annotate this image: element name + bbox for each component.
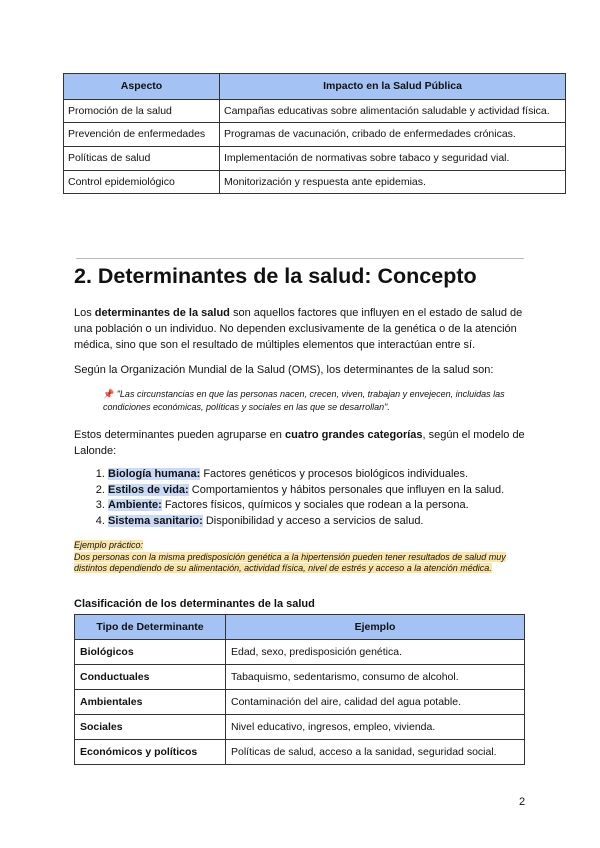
intro-paragraph: Los determinantes de la salud son aquellos factores que influyen en el estado de salud de una población o un individuo. No dependen exclusivamente de la genética o de la atención médica, sino que son el resultado de múltiples elementos que interactúan entre sí. [74, 307, 523, 351]
table-header-row [75, 615, 525, 640]
column-header: Aspecto [64, 74, 220, 100]
category-term: Estilos de vida: [108, 483, 189, 496]
table-cell: Prevención de enfermedades [64, 123, 220, 147]
table-row [75, 640, 525, 665]
public-health-impact-table [63, 73, 566, 194]
oms-quote: 📌 "Las circunstancias en que las personas nacen, crecen, viven, trabajan y envejecen, incluidas las condiciones económicas, políticas y sociales en las que se desarrollan". [103, 389, 505, 412]
table-cell: Programas de vacunación, cribado de enfermedades crónicas. [220, 123, 566, 147]
table-row [64, 123, 566, 147]
column-header: Tipo de Determinante [75, 615, 226, 640]
table-cell: Biológicos [75, 640, 226, 665]
list-item: 1. Biología humana: Factores genéticos y procesos biológicos individuales. [108, 467, 558, 483]
table-header-row [64, 74, 566, 100]
category-term: Biología humana: [108, 468, 201, 480]
table-cell: Sociales [75, 715, 226, 740]
table-cell: Monitorización y respuesta ante epidemias. [220, 170, 566, 194]
key-term: determinantes de la salud [94, 307, 230, 319]
category-term: Sistema sanitario: [108, 514, 203, 527]
example-text: Dos personas con la misma predisposición genética a la hipertensión pueden tener resultados de salud muy distintos dependiendo de su alimentación, actividad física, nivel de estrés y acceso a la atención médica. [74, 551, 506, 573]
table-cell: Control epidemiológico [64, 170, 220, 194]
page-number: 2 [519, 796, 526, 808]
table-row [64, 147, 566, 171]
section-title: 2. Determinantes de la salud: Concepto [74, 264, 477, 288]
determinants-classification-table [74, 614, 525, 765]
table-row [75, 690, 525, 715]
table-cell: Tabaquismo, sedentarismo, consumo de alcohol. [226, 665, 525, 690]
table-cell: Edad, sexo, predisposición genética. [226, 640, 525, 665]
table-row [75, 665, 525, 690]
section-divider [76, 258, 524, 259]
table-caption: Clasificación de los determinantes de la salud [74, 598, 315, 610]
list-item: 3. Ambiente: Factores físicos, químicos y sociales que rodean a la persona. [108, 498, 558, 514]
table-row [75, 715, 525, 740]
pushpin-icon: 📌 [103, 389, 115, 399]
column-header: Impacto en la Salud Pública [220, 74, 566, 100]
oms-paragraph: Según la Organización Mundial de la Salud (OMS), los determinantes de la salud son: [74, 364, 494, 376]
table-row [64, 99, 566, 123]
table-cell: Políticas de salud, acceso a la sanidad, seguridad social. [226, 740, 525, 765]
table-row [75, 740, 525, 765]
table-cell: Nivel educativo, ingresos, empleo, vivienda. [226, 715, 525, 740]
table-cell: Políticas de salud [64, 147, 220, 171]
lalonde-categories-list [74, 467, 558, 529]
table-cell: Promoción de la salud [64, 99, 220, 123]
table-cell: Contaminación del aire, calidad del agua potable. [226, 690, 525, 715]
groups-paragraph: Estos determinantes pueden agruparse en cuatro grandes categorías, según el modelo de Lalonde: [74, 429, 525, 457]
table-cell: Campañas educativas sobre alimentación saludable y actividad física. [220, 99, 566, 123]
column-header: Ejemplo [226, 615, 525, 640]
example-label: Ejemplo práctico: [74, 540, 144, 550]
table-cell: Ambientales [75, 690, 226, 715]
table-row [64, 170, 566, 194]
category-term: Ambiente: [108, 499, 162, 511]
list-item: 4. Sistema sanitario: Disponibilidad y acceso a servicios de salud. [108, 514, 558, 530]
table-cell: Conductuales [75, 665, 226, 690]
practical-example [74, 540, 529, 575]
table-cell: Implementación de normativas sobre tabaco y seguridad vial. [220, 147, 566, 171]
list-item: 2. Estilos de vida: Comportamientos y hábitos personales que influyen en la salud. [108, 483, 558, 499]
table-cell: Económicos y políticos [75, 740, 226, 765]
